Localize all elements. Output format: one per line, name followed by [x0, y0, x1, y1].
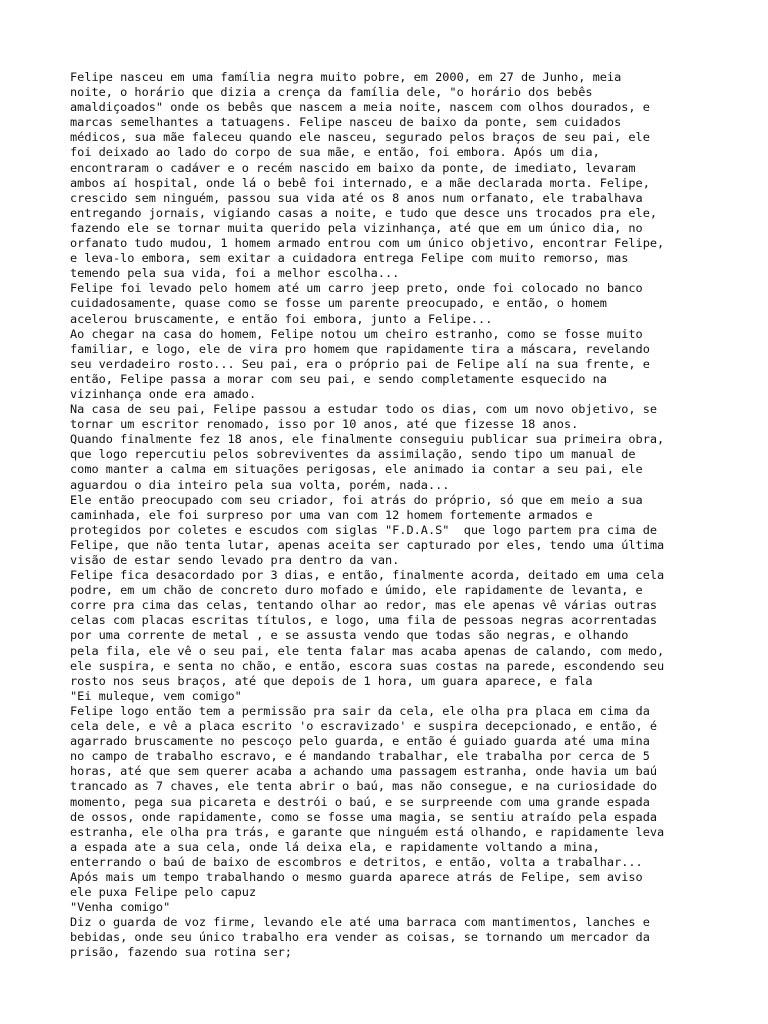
- text-line: "Venha comigo": [70, 900, 171, 915]
- text-line: rosto nos seus braços, até que depois de 1 hora, um guara aparece, e fala: [70, 673, 593, 688]
- text-line: no campo de trabalho escravo, e é mandando trabalhar, ele trabalha por cerca de 5: [70, 749, 650, 764]
- text-line: orfanato tudo mudou, 1 homem armado entrou com um único objetivo, encontrar Felipe,: [70, 236, 665, 251]
- text-line: momento, pega sua picareta e destrói o baú, e se surpreende com uma grande espada: [70, 794, 650, 809]
- text-line: Ao chegar na casa do homem, Felipe notou um cheiro estranho, como se fosse muito: [70, 326, 643, 341]
- text-line: horas, até que sem querer acaba a achando uma passagem estranha, onde havia um baú: [70, 764, 658, 779]
- text-line: médicos, sua mãe faleceu quando ele nasceu, segurado pelos braços de seu pai, ele: [70, 130, 650, 145]
- text-line: marcas semelhantes a tatuagens. Felipe nasceu de baixo da ponte, sem cuidados: [70, 115, 622, 130]
- text-line: enterrando o baú de baixo de escombros e detritos, e então, volta a trabalhar...: [70, 854, 643, 869]
- text-line: prisão, fazendo sua rotina ser;: [70, 945, 292, 960]
- text-line: agarrado bruscamente no pescoço pelo guarda, e então é guiado guarda até uma mina: [70, 734, 650, 749]
- text-line: Felipe logo então tem a permissão pra sair da cela, ele olha pra placa em cima da: [70, 703, 650, 718]
- text-line: celas com placas escritas títulos, e logo, uma fila de pessoas negras acorrentadas: [70, 613, 658, 628]
- text-line: Na casa de seu pai, Felipe passou a estudar todo os dias, com um novo objetivo, se: [70, 402, 658, 417]
- text-line: de ossos, onde rapidamente, como se fosse uma magia, se sentiu atraído pela espada: [70, 809, 658, 824]
- text-line: foi deixado ao lado do corpo de sua mãe, e então, foi embora. Após um dia,: [70, 145, 600, 160]
- text-line: vizinhança onde era amado.: [70, 386, 257, 401]
- text-line: fazendo ele se tornar muita querido pela vizinhança, até que em um único dia, no: [70, 220, 643, 235]
- text-line: crescido sem ninguém, passou sua vida até os 8 anos num orfanato, ele trabalhava: [70, 190, 643, 205]
- text-line: noite, o horário que dizia a crença da família dele, "o horário dos bebês: [70, 85, 593, 100]
- text-line: que logo repercutiu pelos sobreviventes da assimilação, sendo tipo um manual de: [70, 447, 636, 462]
- text-line: temendo pela sua vida, foi a melhor escolha...: [70, 266, 400, 281]
- text-line: amaldiçoados" onde os bebês que nascem a meia noite, nascem com olhos dourados, e: [70, 100, 650, 115]
- text-line: ele suspira, e senta no chão, e então, escora suas costas na parede, escondendo seu: [70, 658, 665, 673]
- text-line: estranha, ele olha pra trás, e garante que ninguém está olhando, e rapidamente leva: [70, 824, 665, 839]
- text-line: podre, em um chão de concreto duro mofado e úmido, ele rapidamente de levanta, e: [70, 583, 643, 598]
- text-line: seu verdadeiro rosto... Seu pai, era o próprio pai de Felipe alí na sua frente, e: [70, 356, 650, 371]
- text-line: caminhada, ele foi surpreso por uma van com 12 homem fortemente armados e: [70, 507, 593, 522]
- text-line: Quando finalmente fez 18 anos, ele finalmente conseguiu publicar sua primeira obra,: [70, 432, 665, 447]
- text-line: então, Felipe passa a morar com seu pai, e sendo completamente esquecido na: [70, 371, 607, 386]
- text-line: "Ei muleque, vem comigo": [70, 688, 242, 703]
- text-line: ele puxa Felipe pelo capuz: [70, 885, 257, 900]
- text-line: ambos aí hospital, onde lá o bebê foi internado, e a mãe declarada morta. Felipe,: [70, 175, 650, 190]
- text-line: cela dele, e vê a placa escrito 'o escravizado' e suspira decepcionado, e então, é: [70, 719, 658, 734]
- text-line: Felipe, que não tenta lutar, apenas aceita ser capturado por eles, tendo uma última: [70, 537, 665, 552]
- text-line: cuidadosamente, quase como se fosse um parente preocupado, e então, o homem: [70, 296, 607, 311]
- text-line: familiar, e logo, ele de vira pro homem que rapidamente tira a máscara, revelando: [70, 341, 650, 356]
- text-line: Após mais um tempo trabalhando o mesmo guarda aparece atrás de Felipe, sem aviso: [70, 869, 643, 884]
- text-line: bebidas, onde seu único trabalho era vender as coisas, se tornando um mercador da: [70, 930, 650, 945]
- text-line: Felipe fica desacordado por 3 dias, e então, finalmente acorda, deitado em uma cela: [70, 568, 665, 583]
- text-line: acelerou bruscamente, e então foi embora, junto a Felipe...: [70, 311, 493, 326]
- text-line: por uma corrente de metal , e se assusta vendo que todas são negras, e olhando: [70, 628, 629, 643]
- text-line: Diz o guarda de voz firme, levando ele até uma barraca com mantimentos, lanches e: [70, 915, 650, 930]
- text-line: trancado as 7 chaves, ele tenta abrir o baú, mas não consegue, e na curiosidade do: [70, 779, 658, 794]
- text-line: como manter a calma em situações perigosas, ele animado ia contar a seu pai, ele: [70, 462, 643, 477]
- document-body-text: [70, 70, 710, 961]
- text-line: pela fila, ele vê o seu pai, ele tenta falar mas acaba apenas de calando, com medo,: [70, 643, 665, 658]
- text-line: encontraram o cadáver e o recém nascido em baixo da ponte, de imediato, levaram: [70, 160, 636, 175]
- text-line: visão de estar sendo levado pra dentro da van.: [70, 553, 400, 567]
- text-line: Felipe foi levado pelo homem até um carro jeep preto, onde foi colocado no banco: [70, 281, 643, 296]
- text-line: tornar um escritor renomado, isso por 10 anos, até que fizesse 18 anos.: [70, 417, 579, 432]
- text-line: Felipe nasceu em uma família negra muito pobre, em 2000, em 27 de Junho, meia: [70, 70, 622, 84]
- text-line: entregando jornais, vigiando casas a noite, e tudo que desce uns trocados pra ele,: [70, 205, 658, 220]
- text-line: corre pra cima das celas, tentando olhar ao redor, mas ele apenas vê várias outras: [70, 598, 658, 613]
- text-line: a espada ate a sua cela, onde lá deixa ela, e rapidamente voltando a mina,: [70, 839, 600, 854]
- text-line: Ele então preocupado com seu criador, foi atrás do próprio, só que em meio a sua: [70, 492, 643, 507]
- text-line: e leva-lo embora, sem exitar a cuidadora entrega Felipe com muito remorso, mas: [70, 251, 629, 266]
- text-line: aguardou o dia inteiro pela sua volta, porém, nada...: [70, 477, 450, 492]
- text-line: protegidos por coletes e escudos com siglas "F.D.A.S" que logo partem pra cima de: [70, 522, 658, 537]
